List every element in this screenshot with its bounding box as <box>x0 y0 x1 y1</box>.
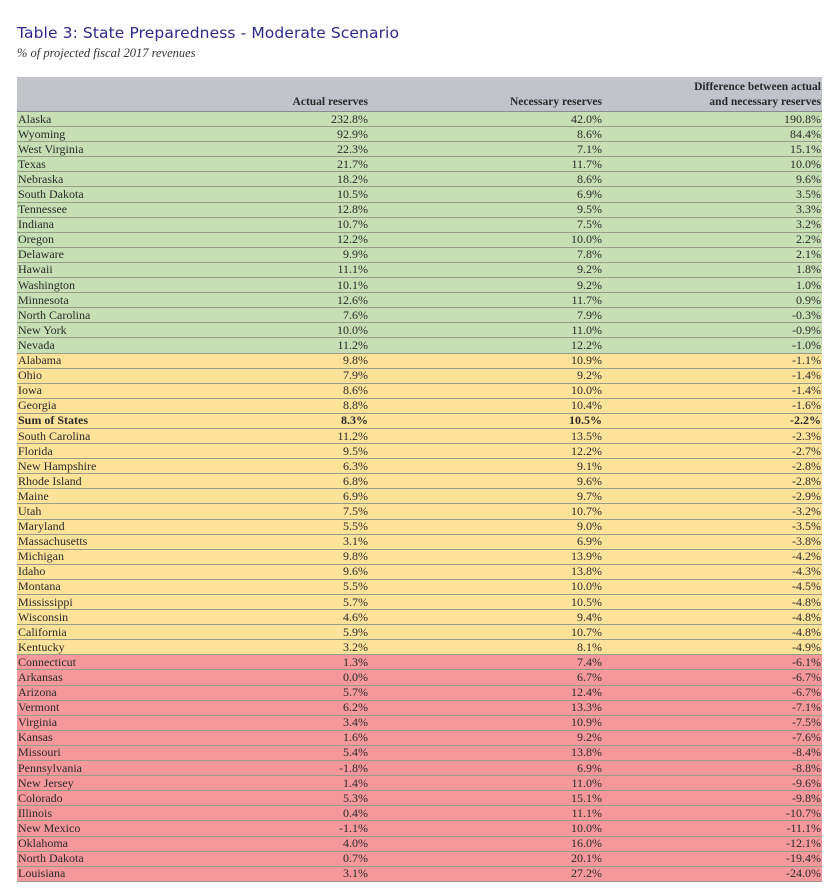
table-row <box>17 715 822 730</box>
necessary-reserves-cell: 12.4% <box>369 685 603 700</box>
state-name-cell: South Carolina <box>17 428 217 443</box>
table-row <box>17 217 822 232</box>
actual-reserves-cell: 12.2% <box>217 232 369 247</box>
state-name-cell: Missouri <box>17 745 217 760</box>
necessary-reserves-cell: 8.6% <box>369 127 603 142</box>
necessary-reserves-cell: 13.3% <box>369 700 603 715</box>
state-name-cell: New Jersey <box>17 776 217 791</box>
table-row <box>17 127 822 142</box>
difference-cell: -1.1% <box>603 353 822 368</box>
header-difference <box>603 77 822 112</box>
table-row <box>17 293 822 308</box>
difference-cell: -4.2% <box>603 549 822 564</box>
necessary-reserves-cell: 8.1% <box>369 640 603 655</box>
difference-cell: -0.3% <box>603 308 822 323</box>
table-row <box>17 776 822 791</box>
state-name-cell: South Dakota <box>17 187 217 202</box>
table-row <box>17 595 822 610</box>
state-name-cell: Arkansas <box>17 670 217 685</box>
actual-reserves-cell: 3.2% <box>217 640 369 655</box>
header-actual-reserves: Actual reserves <box>217 77 369 112</box>
state-name-cell: Washington <box>17 278 217 293</box>
difference-cell: -1.0% <box>603 338 822 353</box>
difference-cell: -10.7% <box>603 806 822 821</box>
difference-cell: -2.2% <box>603 413 822 428</box>
state-name-cell: Colorado <box>17 791 217 806</box>
state-name-cell: Hawaii <box>17 262 217 277</box>
necessary-reserves-cell: 7.9% <box>369 308 603 323</box>
difference-cell: -4.5% <box>603 579 822 594</box>
state-name-cell: Maine <box>17 489 217 504</box>
table-row <box>17 791 822 806</box>
actual-reserves-cell: 9.9% <box>217 247 369 262</box>
actual-reserves-cell: 1.3% <box>217 655 369 670</box>
actual-reserves-cell: 3.4% <box>217 715 369 730</box>
table-row <box>17 247 822 262</box>
necessary-reserves-cell: 9.4% <box>369 610 603 625</box>
difference-cell: -12.1% <box>603 836 822 851</box>
difference-cell: 190.8% <box>603 112 822 127</box>
necessary-reserves-cell: 11.0% <box>369 323 603 338</box>
state-name-cell: Montana <box>17 579 217 594</box>
actual-reserves-cell: 8.3% <box>217 413 369 428</box>
header-state <box>17 77 217 112</box>
actual-reserves-cell: 0.7% <box>217 851 369 866</box>
difference-cell: 84.4% <box>603 127 822 142</box>
table-row <box>17 821 822 836</box>
difference-cell: -2.7% <box>603 444 822 459</box>
table-subtitle: % of projected fiscal 2017 revenues <box>17 46 196 60</box>
state-name-cell: Idaho <box>17 564 217 579</box>
table-row <box>17 625 822 640</box>
actual-reserves-cell: 10.7% <box>217 217 369 232</box>
difference-cell: -2.3% <box>603 428 822 443</box>
state-name-cell: Kansas <box>17 730 217 745</box>
actual-reserves-cell: 11.2% <box>217 338 369 353</box>
difference-cell: -1.6% <box>603 398 822 413</box>
necessary-reserves-cell: 12.2% <box>369 444 603 459</box>
table-row <box>17 278 822 293</box>
state-name-cell: Minnesota <box>17 293 217 308</box>
necessary-reserves-cell: 16.0% <box>369 836 603 851</box>
difference-cell: -2.8% <box>603 474 822 489</box>
necessary-reserves-cell: 10.0% <box>369 232 603 247</box>
table-row <box>17 308 822 323</box>
table-row <box>17 806 822 821</box>
table-row <box>17 851 822 866</box>
necessary-reserves-cell: 13.8% <box>369 564 603 579</box>
state-name-cell: Indiana <box>17 217 217 232</box>
necessary-reserves-cell: 11.1% <box>369 806 603 821</box>
necessary-reserves-cell: 42.0% <box>369 112 603 127</box>
actual-reserves-cell: 5.7% <box>217 595 369 610</box>
actual-reserves-cell: 3.1% <box>217 534 369 549</box>
state-name-cell: Arizona <box>17 685 217 700</box>
state-name-cell: Louisiana <box>17 866 217 881</box>
table-row <box>17 504 822 519</box>
actual-reserves-cell: 1.4% <box>217 776 369 791</box>
table-row <box>17 700 822 715</box>
table-row <box>17 444 822 459</box>
actual-reserves-cell: 5.3% <box>217 791 369 806</box>
necessary-reserves-cell: 12.2% <box>369 338 603 353</box>
actual-reserves-cell: 9.6% <box>217 564 369 579</box>
state-name-cell: Wisconsin <box>17 610 217 625</box>
necessary-reserves-cell: 9.6% <box>369 474 603 489</box>
state-name-cell: California <box>17 625 217 640</box>
necessary-reserves-cell: 10.5% <box>369 595 603 610</box>
necessary-reserves-cell: 10.9% <box>369 353 603 368</box>
state-name-cell: North Dakota <box>17 851 217 866</box>
actual-reserves-cell: 18.2% <box>217 172 369 187</box>
state-name-cell: Massachusetts <box>17 534 217 549</box>
actual-reserves-cell: -1.8% <box>217 761 369 776</box>
necessary-reserves-cell: 6.9% <box>369 761 603 776</box>
header-necessary-reserves: Necessary reserves <box>369 77 603 112</box>
state-name-cell: Connecticut <box>17 655 217 670</box>
state-preparedness-table <box>17 77 822 882</box>
necessary-reserves-cell: 7.8% <box>369 247 603 262</box>
actual-reserves-cell: -1.1% <box>217 821 369 836</box>
state-name-cell: Vermont <box>17 700 217 715</box>
table-body <box>17 112 822 882</box>
table-row <box>17 534 822 549</box>
difference-cell: 3.2% <box>603 217 822 232</box>
table-row <box>17 761 822 776</box>
difference-cell: -11.1% <box>603 821 822 836</box>
actual-reserves-cell: 4.0% <box>217 836 369 851</box>
difference-cell: -19.4% <box>603 851 822 866</box>
difference-cell: -0.9% <box>603 323 822 338</box>
actual-reserves-cell: 6.2% <box>217 700 369 715</box>
actual-reserves-cell: 6.8% <box>217 474 369 489</box>
necessary-reserves-cell: 10.7% <box>369 625 603 640</box>
actual-reserves-cell: 12.6% <box>217 293 369 308</box>
state-name-cell: New York <box>17 323 217 338</box>
actual-reserves-cell: 8.6% <box>217 383 369 398</box>
difference-cell: -4.3% <box>603 564 822 579</box>
table-row <box>17 655 822 670</box>
header-difference-line2: and necessary reserves <box>709 96 821 108</box>
difference-cell: -4.8% <box>603 595 822 610</box>
actual-reserves-cell: 5.5% <box>217 519 369 534</box>
table-row <box>17 353 822 368</box>
necessary-reserves-cell: 10.0% <box>369 579 603 594</box>
necessary-reserves-cell: 9.2% <box>369 278 603 293</box>
difference-cell: -2.9% <box>603 489 822 504</box>
difference-cell: -7.5% <box>603 715 822 730</box>
state-name-cell: Oregon <box>17 232 217 247</box>
table-row-total <box>17 413 822 428</box>
table-row <box>17 866 822 881</box>
difference-cell: -3.8% <box>603 534 822 549</box>
table-row <box>17 519 822 534</box>
difference-cell: -7.6% <box>603 730 822 745</box>
necessary-reserves-cell: 11.7% <box>369 293 603 308</box>
difference-cell: 10.0% <box>603 157 822 172</box>
actual-reserves-cell: 1.6% <box>217 730 369 745</box>
actual-reserves-cell: 11.1% <box>217 262 369 277</box>
difference-cell: 15.1% <box>603 142 822 157</box>
necessary-reserves-cell: 8.6% <box>369 172 603 187</box>
header-difference-line1: Difference between actual <box>694 81 821 93</box>
necessary-reserves-cell: 27.2% <box>369 866 603 881</box>
difference-cell: -6.1% <box>603 655 822 670</box>
table-row <box>17 323 822 338</box>
necessary-reserves-cell: 7.1% <box>369 142 603 157</box>
actual-reserves-cell: 0.4% <box>217 806 369 821</box>
actual-reserves-cell: 5.5% <box>217 579 369 594</box>
table-row <box>17 428 822 443</box>
necessary-reserves-cell: 10.5% <box>369 413 603 428</box>
difference-cell: 9.6% <box>603 172 822 187</box>
table-row <box>17 579 822 594</box>
actual-reserves-cell: 92.9% <box>217 127 369 142</box>
necessary-reserves-cell: 11.7% <box>369 157 603 172</box>
necessary-reserves-cell: 9.1% <box>369 459 603 474</box>
actual-reserves-cell: 6.9% <box>217 489 369 504</box>
table-row <box>17 172 822 187</box>
actual-reserves-cell: 0.0% <box>217 670 369 685</box>
table-row <box>17 142 822 157</box>
table-row <box>17 670 822 685</box>
difference-cell: -9.8% <box>603 791 822 806</box>
difference-cell: -6.7% <box>603 685 822 700</box>
actual-reserves-cell: 6.3% <box>217 459 369 474</box>
difference-cell: 3.5% <box>603 187 822 202</box>
table-row <box>17 187 822 202</box>
necessary-reserves-cell: 10.9% <box>369 715 603 730</box>
actual-reserves-cell: 8.8% <box>217 398 369 413</box>
necessary-reserves-cell: 13.8% <box>369 745 603 760</box>
state-name-cell: Nevada <box>17 338 217 353</box>
state-name-cell: North Carolina <box>17 308 217 323</box>
state-name-cell: Florida <box>17 444 217 459</box>
state-name-cell: Texas <box>17 157 217 172</box>
state-name-cell: Mississippi <box>17 595 217 610</box>
actual-reserves-cell: 7.6% <box>217 308 369 323</box>
actual-reserves-cell: 9.5% <box>217 444 369 459</box>
table-row <box>17 745 822 760</box>
necessary-reserves-cell: 10.0% <box>369 383 603 398</box>
necessary-reserves-cell: 13.9% <box>369 549 603 564</box>
actual-reserves-cell: 10.0% <box>217 323 369 338</box>
necessary-reserves-cell: 7.4% <box>369 655 603 670</box>
necessary-reserves-cell: 15.1% <box>369 791 603 806</box>
state-name-cell: Pennsylvania <box>17 761 217 776</box>
table-row <box>17 640 822 655</box>
table-row <box>17 549 822 564</box>
difference-cell: -4.9% <box>603 640 822 655</box>
state-name-cell: Tennessee <box>17 202 217 217</box>
state-name-cell: New Mexico <box>17 821 217 836</box>
actual-reserves-cell: 12.8% <box>217 202 369 217</box>
state-name-cell: Delaware <box>17 247 217 262</box>
table-row <box>17 685 822 700</box>
table-row <box>17 383 822 398</box>
actual-reserves-cell: 4.6% <box>217 610 369 625</box>
table-title: Table 3: State Preparedness - Moderate Scenario <box>17 24 400 42</box>
difference-cell: -3.2% <box>603 504 822 519</box>
necessary-reserves-cell: 9.2% <box>369 262 603 277</box>
state-name-cell: West Virginia <box>17 142 217 157</box>
actual-reserves-cell: 9.8% <box>217 353 369 368</box>
state-name-cell: Kentucky <box>17 640 217 655</box>
difference-cell: 1.0% <box>603 278 822 293</box>
state-name-cell: Alabama <box>17 353 217 368</box>
state-name-cell: Maryland <box>17 519 217 534</box>
header-row <box>17 77 822 112</box>
table-row <box>17 836 822 851</box>
difference-cell: -4.8% <box>603 610 822 625</box>
actual-reserves-cell: 3.1% <box>217 866 369 881</box>
necessary-reserves-cell: 6.9% <box>369 187 603 202</box>
actual-reserves-cell: 10.1% <box>217 278 369 293</box>
difference-cell: -3.5% <box>603 519 822 534</box>
actual-reserves-cell: 232.8% <box>217 112 369 127</box>
table-row <box>17 564 822 579</box>
state-name-cell: Wyoming <box>17 127 217 142</box>
state-name-cell: Alaska <box>17 112 217 127</box>
actual-reserves-cell: 11.2% <box>217 428 369 443</box>
difference-cell: -24.0% <box>603 866 822 881</box>
difference-cell: -1.4% <box>603 368 822 383</box>
table-row <box>17 459 822 474</box>
difference-cell: -1.4% <box>603 383 822 398</box>
table-row <box>17 489 822 504</box>
difference-cell: -4.8% <box>603 625 822 640</box>
state-name-cell: Oklahoma <box>17 836 217 851</box>
actual-reserves-cell: 5.4% <box>217 745 369 760</box>
table-row <box>17 368 822 383</box>
state-name-cell: New Hampshire <box>17 459 217 474</box>
actual-reserves-cell: 5.9% <box>217 625 369 640</box>
necessary-reserves-cell: 6.7% <box>369 670 603 685</box>
difference-cell: -9.6% <box>603 776 822 791</box>
actual-reserves-cell: 9.8% <box>217 549 369 564</box>
table-row <box>17 398 822 413</box>
necessary-reserves-cell: 10.7% <box>369 504 603 519</box>
necessary-reserves-cell: 9.7% <box>369 489 603 504</box>
difference-cell: -7.1% <box>603 700 822 715</box>
actual-reserves-cell: 7.9% <box>217 368 369 383</box>
state-name-cell: Michigan <box>17 549 217 564</box>
actual-reserves-cell: 5.7% <box>217 685 369 700</box>
actual-reserves-cell: 10.5% <box>217 187 369 202</box>
difference-cell: 1.8% <box>603 262 822 277</box>
difference-cell: 0.9% <box>603 293 822 308</box>
table-row <box>17 112 822 127</box>
necessary-reserves-cell: 6.9% <box>369 534 603 549</box>
state-name-cell: Nebraska <box>17 172 217 187</box>
table-row <box>17 474 822 489</box>
state-name-cell: Sum of States <box>17 413 217 428</box>
table-row <box>17 157 822 172</box>
table-header <box>17 77 822 112</box>
table-row <box>17 232 822 247</box>
difference-cell: -8.4% <box>603 745 822 760</box>
necessary-reserves-cell: 13.5% <box>369 428 603 443</box>
table-row <box>17 730 822 745</box>
necessary-reserves-cell: 7.5% <box>369 217 603 232</box>
necessary-reserves-cell: 9.0% <box>369 519 603 534</box>
difference-cell: -2.8% <box>603 459 822 474</box>
necessary-reserves-cell: 9.5% <box>369 202 603 217</box>
table-row <box>17 202 822 217</box>
state-name-cell: Rhode Island <box>17 474 217 489</box>
state-name-cell: Utah <box>17 504 217 519</box>
state-name-cell: Virginia <box>17 715 217 730</box>
necessary-reserves-cell: 11.0% <box>369 776 603 791</box>
state-name-cell: Ohio <box>17 368 217 383</box>
table-row <box>17 610 822 625</box>
necessary-reserves-cell: 10.0% <box>369 821 603 836</box>
necessary-reserves-cell: 20.1% <box>369 851 603 866</box>
necessary-reserves-cell: 9.2% <box>369 730 603 745</box>
actual-reserves-cell: 21.7% <box>217 157 369 172</box>
difference-cell: 2.2% <box>603 232 822 247</box>
necessary-reserves-cell: 10.4% <box>369 398 603 413</box>
difference-cell: -6.7% <box>603 670 822 685</box>
difference-cell: 2.1% <box>603 247 822 262</box>
difference-cell: -8.8% <box>603 761 822 776</box>
difference-cell: 3.3% <box>603 202 822 217</box>
necessary-reserves-cell: 9.2% <box>369 368 603 383</box>
state-name-cell: Illinois <box>17 806 217 821</box>
actual-reserves-cell: 22.3% <box>217 142 369 157</box>
table-row <box>17 338 822 353</box>
table-row <box>17 262 822 277</box>
actual-reserves-cell: 7.5% <box>217 504 369 519</box>
state-name-cell: Iowa <box>17 383 217 398</box>
state-name-cell: Georgia <box>17 398 217 413</box>
